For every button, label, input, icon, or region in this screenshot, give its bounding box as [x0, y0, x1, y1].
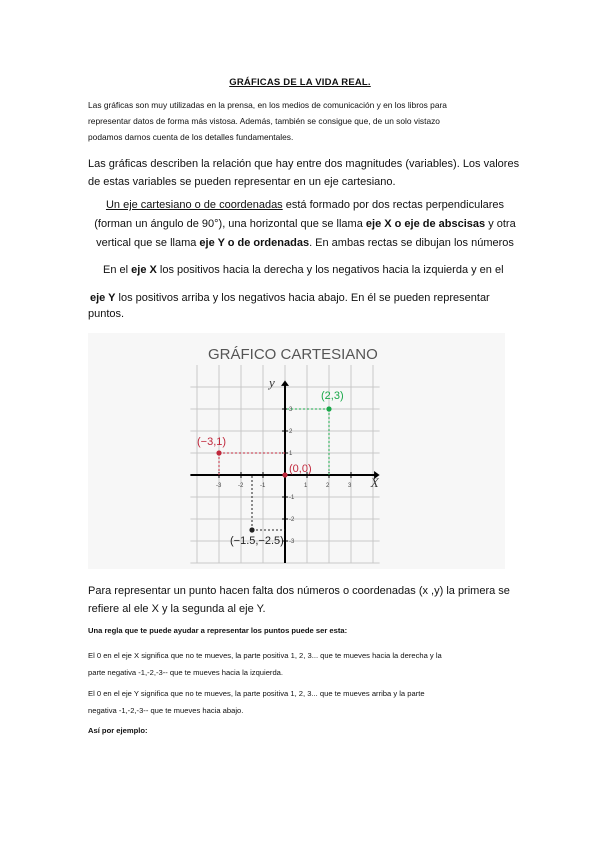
- intro-line-1: Las gráficas son muy utilizadas en la prensa, en los medios de comunicación y en los libros para: [88, 100, 447, 110]
- rule-y-line-2: negativa -1,-2,-3-- que te mueves hacia abajo.: [88, 706, 244, 715]
- rule-x-line-2: parte negativa -1,-2,-3-- que te mueves hacia la izquierda.: [88, 668, 284, 677]
- example-label: Así por ejemplo:: [88, 726, 148, 735]
- y-tick-label: -3: [289, 539, 295, 545]
- guide-lines: [219, 409, 329, 530]
- rule-x-line-1: El 0 en el eje X significa que no te mueves, la parte positiva 1, 2, 3... que te mueves hacia la derecha y la: [88, 651, 442, 660]
- point-marker: [216, 450, 221, 455]
- rule-x-axis: [88, 647, 538, 681]
- figure-heading: GRÁFICO CARTESIANO: [208, 346, 378, 363]
- point-label: (0,0): [289, 463, 312, 475]
- y-tick-label: 2: [289, 429, 293, 435]
- y-tick-label: 1: [289, 451, 293, 457]
- rule-y-axis: [88, 685, 538, 719]
- point-marker: [282, 472, 287, 477]
- para3-line-3: vertical que se llama eje Y o de ordenadas. En ambas rectas se dibujan los números: [96, 237, 514, 249]
- para4-line-1: Para representar un punto hacen falta dos números o coordenadas (x ,y) la primera se: [88, 585, 510, 597]
- point-label: (2,3): [321, 390, 344, 402]
- y-axis-label: y: [269, 375, 275, 390]
- rule-intro: Una regla que te puede ayudar a representar los puntos puede ser esta:: [88, 626, 348, 635]
- x-tick-label: -1: [260, 483, 266, 489]
- para2-line-2: de estas variables se pueden representar en un eje cartesiano.: [88, 176, 396, 188]
- x-tick-label: -2: [238, 483, 244, 489]
- y-tick-label: -1: [289, 495, 295, 501]
- x-tick-label: 2: [326, 483, 330, 489]
- para2-line-1: Las gráficas describen la relación que hay entre dos magnitudes (variables). Los valores: [88, 158, 520, 170]
- x-tick-label: 3: [348, 483, 352, 489]
- intro-line-2: representar datos de forma más vistosa. Además, también se consigue que, de un solo vistazo: [88, 116, 440, 126]
- y-axis-term: eje Y o de ordenadas: [199, 237, 310, 249]
- point-marker: [249, 527, 254, 532]
- paragraph-cartesian-definition: [80, 196, 530, 253]
- cartesian-graph-svg: [88, 333, 505, 569]
- rule-y-line-1: El 0 en el eje Y significa que no te mueves, la parte positiva 1, 2, 3... que te mueves arriba y la parte: [88, 689, 425, 698]
- para3-line-2: (forman un ángulo de 90°), una horizontal que se llama eje X o eje de abscisas y otra: [94, 218, 516, 230]
- point-label: (−1.5,−2.5): [230, 535, 284, 547]
- point-marker: [326, 406, 331, 411]
- para3-line-5: eje Y los positivos arriba y los negativos hacia abajo. En él se pueden representar: [90, 292, 490, 304]
- cartesian-graph-image: [88, 333, 505, 569]
- para3-line-6: puntos.: [88, 308, 125, 320]
- para3-line-1: Un eje cartesiano o de coordenadas está formado por dos rectas perpendiculares: [105, 199, 505, 211]
- x-axis-label: X: [370, 475, 379, 490]
- cartesian-term: Un eje cartesiano o de coordenadas: [105, 199, 283, 211]
- document-title: GRÁFICAS DE LA VIDA REAL.: [229, 77, 371, 88]
- y-axis-arrow: [281, 380, 289, 386]
- para3-line-4: En el eje X los positivos hacia la derecha y los negativos hacia la izquierda y en el: [103, 264, 504, 276]
- y-tick-label: -2: [289, 517, 295, 523]
- x-tick-label: -3: [216, 483, 222, 489]
- intro-line-3: podamos darnos cuenta de los detalles fundamentales.: [88, 132, 294, 142]
- y-tick-label: 3: [289, 407, 293, 413]
- x-axis-term: eje X o eje de abscisas: [365, 218, 486, 230]
- paragraph-coordinates: [88, 582, 528, 618]
- intro-paragraph: [88, 97, 528, 145]
- paragraph-magnitudes: [88, 155, 528, 191]
- para4-line-2: refiere al ele X y la segunda al eje Y.: [88, 603, 266, 615]
- point-label: (−3,1): [197, 436, 227, 448]
- x-tick-label: 1: [304, 483, 308, 489]
